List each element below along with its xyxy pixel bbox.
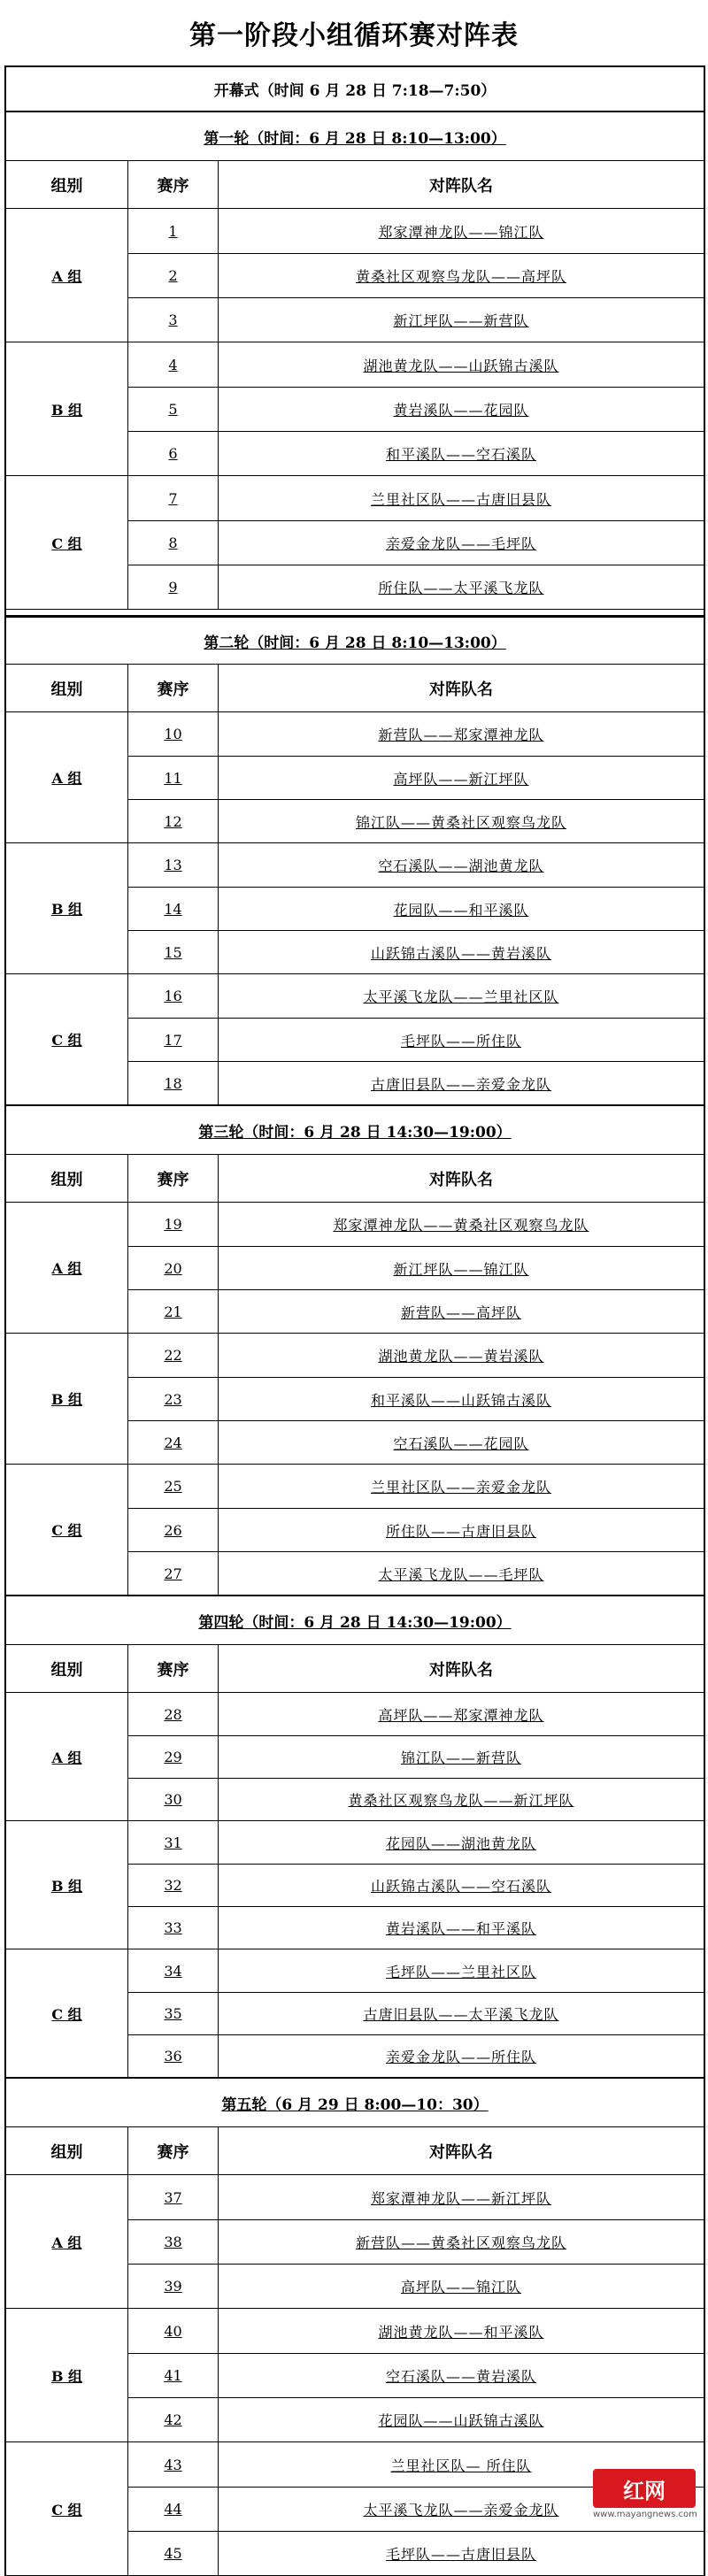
match-teams: 花园队——山跃锦古溪队 <box>378 2412 544 2429</box>
match-teams: 太平溪飞龙队——兰里社区队 <box>363 988 559 1005</box>
match-row <box>128 1061 704 1104</box>
match-row <box>128 1906 704 1949</box>
watermark-url: www.mayangnews.com <box>593 2510 697 2519</box>
match-number: 19 <box>128 1203 219 1246</box>
group-block <box>6 1821 704 1949</box>
match-number: 38 <box>128 2220 219 2264</box>
round-header <box>6 1596 704 1645</box>
match-teams: 兰里社区队——亲爱金龙队 <box>370 1479 551 1496</box>
round-name: 第一轮 <box>204 129 250 148</box>
match-teams: 毛坪队——所住队 <box>400 1032 521 1050</box>
match-row <box>128 2219 704 2264</box>
match-number: 5 <box>128 388 219 431</box>
match-number: 21 <box>128 1290 219 1333</box>
group-name: B 组 <box>6 342 128 475</box>
column-group: 组别 <box>6 2127 128 2174</box>
match-number: 18 <box>128 1062 219 1104</box>
match-number: 3 <box>128 298 219 342</box>
group-block <box>6 1203 704 1334</box>
match-number: 14 <box>128 888 219 930</box>
column-header-row <box>6 665 704 712</box>
match-row <box>128 930 704 973</box>
group-matches <box>128 1203 704 1333</box>
match-teams: 郑家潭神龙队——新江坪队 <box>370 2189 551 2207</box>
match-row <box>128 2034 704 2077</box>
group-matches <box>128 1949 704 2077</box>
group-name: A 组 <box>6 712 128 842</box>
round-title <box>198 1119 511 1142</box>
match-teams: 高坪队——郑家潭神龙队 <box>378 1706 544 1724</box>
column-teams: 对阵队名 <box>429 2142 493 2162</box>
match-row <box>128 209 704 253</box>
match-teams: 空石溪队——湖池黄龙队 <box>378 857 544 874</box>
match-teams: 黄岩溪队——和平溪队 <box>385 1920 536 1937</box>
match-teams: 高坪队——锦江队 <box>400 2279 521 2295</box>
match-teams: 山跃锦古溪队——黄岩溪队 <box>370 944 551 962</box>
column-seq: 赛序 <box>128 665 219 711</box>
match-number: 22 <box>128 1334 219 1377</box>
watermark <box>593 2469 696 2524</box>
match-number: 37 <box>128 2175 219 2219</box>
column-teams: 对阵队名 <box>429 1660 493 1680</box>
group-matches <box>128 2309 704 2441</box>
group-name: B 组 <box>6 1334 128 1464</box>
group-name: C 组 <box>6 1465 128 1595</box>
match-row <box>128 2264 704 2308</box>
match-row <box>128 1018 704 1061</box>
match-row <box>128 1778 704 1820</box>
match-row <box>128 1821 704 1864</box>
round-time: （时间：6 月 28 日 8:10—13:00） <box>249 129 506 148</box>
match-teams: 空石溪队——黄岩溪队 <box>385 2368 536 2385</box>
match-teams: 黄桑社区观察鸟龙队——新江坪队 <box>348 1792 574 1809</box>
round-title <box>221 2092 488 2114</box>
round-name: 第三轮 <box>198 1123 244 1142</box>
column-group: 组别 <box>6 665 128 711</box>
match-row <box>128 297 704 342</box>
match-number: 31 <box>128 1821 219 1864</box>
group-matches <box>128 1821 704 1949</box>
round-time: （时间：6 月 28 日 8:10—13:00） <box>249 634 506 652</box>
group-block <box>6 342 704 476</box>
match-teams: 毛坪队——兰里社区队 <box>385 1963 536 1980</box>
group-block <box>6 1334 704 1465</box>
round-title <box>198 1610 511 1632</box>
group-block <box>6 2175 704 2309</box>
group-matches <box>128 2175 704 2308</box>
group-matches <box>128 476 704 609</box>
match-number: 8 <box>128 521 219 565</box>
match-number: 33 <box>128 1907 219 1949</box>
match-number: 41 <box>128 2354 219 2397</box>
match-number: 9 <box>128 565 219 609</box>
match-number: 24 <box>128 1421 219 1464</box>
match-row <box>128 1289 704 1333</box>
match-teams: 湖池黄龙队——山跃锦古溪队 <box>363 357 559 374</box>
group-block <box>6 843 704 974</box>
watermark-logo: 红网 <box>593 2469 696 2508</box>
opening-label: 开幕式 <box>213 82 259 100</box>
group-matches <box>128 1693 704 1820</box>
match-row <box>128 756 704 799</box>
match-row <box>128 2353 704 2397</box>
match-number: 15 <box>128 931 219 973</box>
match-row <box>128 1992 704 2034</box>
round-name: 第二轮 <box>204 634 250 652</box>
match-teams: 新江坪队——新营队 <box>393 312 529 329</box>
match-teams: 郑家潭神龙队——黄桑社区观察鸟龙队 <box>333 1217 589 1234</box>
group-name: C 组 <box>6 974 128 1104</box>
match-row <box>128 565 704 609</box>
match-teams: 黄桑社区观察鸟龙队——高坪队 <box>355 268 566 285</box>
match-teams: 所住队——古唐旧县队 <box>385 1522 536 1540</box>
group-name: A 组 <box>6 2175 128 2308</box>
column-header-row <box>6 1645 704 1693</box>
group-matches <box>128 843 704 973</box>
match-row <box>128 974 704 1018</box>
match-number: 6 <box>128 432 219 475</box>
match-number: 11 <box>128 757 219 799</box>
column-seq: 赛序 <box>128 161 219 208</box>
match-row <box>128 1735 704 1778</box>
column-group: 组别 <box>6 1155 128 1202</box>
match-number: 34 <box>128 1949 219 1992</box>
round-header <box>6 1105 704 1155</box>
schedule-table <box>4 65 705 2576</box>
match-teams: 毛坪队——古唐旧县队 <box>385 2546 536 2563</box>
match-row <box>128 387 704 431</box>
column-group: 组别 <box>6 161 128 208</box>
match-teams: 兰里社区队— 所住队 <box>390 2457 532 2474</box>
match-row <box>128 2175 704 2219</box>
match-teams: 花园队——湖池黄龙队 <box>385 1834 536 1852</box>
match-number: 44 <box>128 2488 219 2531</box>
match-row <box>128 799 704 842</box>
match-row <box>128 1949 704 1992</box>
match-number: 29 <box>128 1736 219 1778</box>
column-header-row <box>6 1155 704 1203</box>
match-teams: 亲爱金龙队——所住队 <box>385 2049 536 2065</box>
match-teams: 新营队——黄桑社区观察鸟龙队 <box>355 2234 566 2251</box>
round-time: （6 月 29 日 8:00—10：30） <box>266 2095 489 2114</box>
group-matches <box>128 1465 704 1595</box>
match-row <box>128 431 704 475</box>
match-number: 4 <box>128 342 219 387</box>
match-teams: 湖池黄龙队——和平溪队 <box>378 2323 544 2341</box>
group-matches <box>128 342 704 475</box>
match-row <box>128 1203 704 1246</box>
match-teams: 锦江队——黄桑社区观察鸟龙队 <box>355 813 566 831</box>
match-row <box>128 1246 704 1289</box>
column-teams: 对阵队名 <box>429 1170 493 1189</box>
match-row <box>128 1693 704 1735</box>
column-group: 组别 <box>6 1645 128 1692</box>
group-matches <box>128 974 704 1104</box>
group-name: B 组 <box>6 1821 128 1949</box>
match-row <box>128 1508 704 1551</box>
match-teams: 和平溪队——空石溪队 <box>385 446 536 463</box>
match-number: 7 <box>128 476 219 520</box>
group-name: C 组 <box>6 476 128 609</box>
round-header <box>6 111 704 161</box>
page-title: 第一阶段小组循环赛对阵表 <box>189 20 519 51</box>
match-number: 10 <box>128 712 219 756</box>
group-name: B 组 <box>6 843 128 973</box>
round-name: 第四轮 <box>198 1613 244 1632</box>
match-teams: 湖池黄龙队——黄岩溪队 <box>378 1348 544 1365</box>
match-teams: 所住队——太平溪飞龙队 <box>378 580 544 596</box>
column-teams: 对阵队名 <box>429 176 493 196</box>
match-number: 1 <box>128 209 219 253</box>
match-number: 36 <box>128 2035 219 2077</box>
match-row <box>128 712 704 756</box>
column-seq: 赛序 <box>128 1155 219 1202</box>
group-block <box>6 1465 704 1596</box>
match-row <box>128 843 704 887</box>
match-teams: 古唐旧县队——太平溪飞龙队 <box>363 2006 559 2023</box>
round-header <box>6 2078 704 2127</box>
round-name: 第五轮 <box>221 2095 267 2114</box>
match-teams: 兰里社区队——古唐旧县队 <box>370 490 551 508</box>
group-name: A 组 <box>6 1693 128 1820</box>
match-teams: 太平溪飞龙队——毛坪队 <box>378 1565 544 1583</box>
column-seq: 赛序 <box>128 2127 219 2174</box>
column-teams: 对阵队名 <box>429 680 493 699</box>
round-time: （时间：6 月 28 日 14:30—19:00） <box>243 1123 512 1142</box>
match-teams: 郑家潭神龙队——锦江队 <box>378 223 544 241</box>
match-row <box>128 476 704 520</box>
match-number: 25 <box>128 1465 219 1508</box>
group-name: C 组 <box>6 1949 128 2077</box>
match-row <box>128 1334 704 1377</box>
match-teams: 亲爱金龙队——毛坪队 <box>385 535 536 552</box>
match-number: 43 <box>128 2442 219 2487</box>
match-row <box>128 2397 704 2441</box>
round-title <box>204 126 506 148</box>
match-row <box>128 1465 704 1508</box>
match-row <box>128 887 704 930</box>
group-block <box>6 712 704 843</box>
match-number: 39 <box>128 2265 219 2308</box>
column-seq: 赛序 <box>128 1645 219 1692</box>
match-number: 30 <box>128 1779 219 1820</box>
group-block <box>6 2309 704 2442</box>
opening-time: （时间 6 月 28 日 7:18—7:50） <box>258 82 496 100</box>
group-block <box>6 476 704 610</box>
match-teams: 古唐旧县队——亲爱金龙队 <box>370 1075 551 1093</box>
match-teams: 黄岩溪队——花园队 <box>393 402 529 419</box>
match-row <box>128 520 704 565</box>
match-number: 13 <box>128 843 219 887</box>
opening-row <box>6 65 704 111</box>
match-row <box>128 2309 704 2353</box>
match-number: 42 <box>128 2398 219 2441</box>
match-teams: 新江坪队——锦江队 <box>393 1260 529 1278</box>
match-row <box>128 1420 704 1464</box>
match-number: 17 <box>128 1019 219 1061</box>
match-number: 23 <box>128 1378 219 1420</box>
match-teams: 山跃锦古溪队——空石溪队 <box>370 1878 551 1895</box>
round-time: （时间：6 月 28 日 14:30—19:00） <box>243 1613 512 1632</box>
match-teams: 高坪队——新江坪队 <box>393 770 529 788</box>
match-number: 35 <box>128 1993 219 2034</box>
match-number: 26 <box>128 1509 219 1551</box>
match-row <box>128 1377 704 1420</box>
match-number: 45 <box>128 2532 219 2575</box>
match-number: 2 <box>128 254 219 297</box>
group-name: A 组 <box>6 1203 128 1333</box>
group-matches <box>128 1334 704 1464</box>
match-teams: 锦江队——新营队 <box>400 1749 521 1766</box>
group-block <box>6 1949 704 2078</box>
match-teams: 和平溪队——山跃锦古溪队 <box>370 1391 551 1409</box>
match-row <box>128 1864 704 1906</box>
group-name: B 组 <box>6 2309 128 2441</box>
match-teams: 新营队——高坪队 <box>400 1303 521 1321</box>
match-number: 40 <box>128 2309 219 2353</box>
match-number: 32 <box>128 1865 219 1906</box>
group-name: C 组 <box>6 2442 128 2575</box>
match-number: 12 <box>128 800 219 842</box>
match-row <box>128 253 704 297</box>
column-header-row <box>6 161 704 209</box>
match-number: 27 <box>128 1552 219 1595</box>
match-number: 20 <box>128 1247 219 1289</box>
round-header <box>6 615 704 665</box>
column-header-row <box>6 2127 704 2175</box>
group-matches <box>128 209 704 342</box>
match-number: 16 <box>128 974 219 1018</box>
match-teams: 花园队——和平溪队 <box>393 901 529 919</box>
group-name: A 组 <box>6 209 128 342</box>
match-teams: 空石溪队——花园队 <box>393 1434 529 1452</box>
match-teams: 太平溪飞龙队——亲爱金龙队 <box>363 2502 559 2518</box>
group-block <box>6 1693 704 1821</box>
group-block <box>6 974 704 1105</box>
match-number: 28 <box>128 1693 219 1735</box>
match-row <box>128 1551 704 1595</box>
match-row <box>128 342 704 387</box>
round-title <box>204 630 506 652</box>
group-block <box>6 209 704 342</box>
group-matches <box>128 712 704 842</box>
match-teams: 新营队——郑家潭神龙队 <box>378 727 544 743</box>
